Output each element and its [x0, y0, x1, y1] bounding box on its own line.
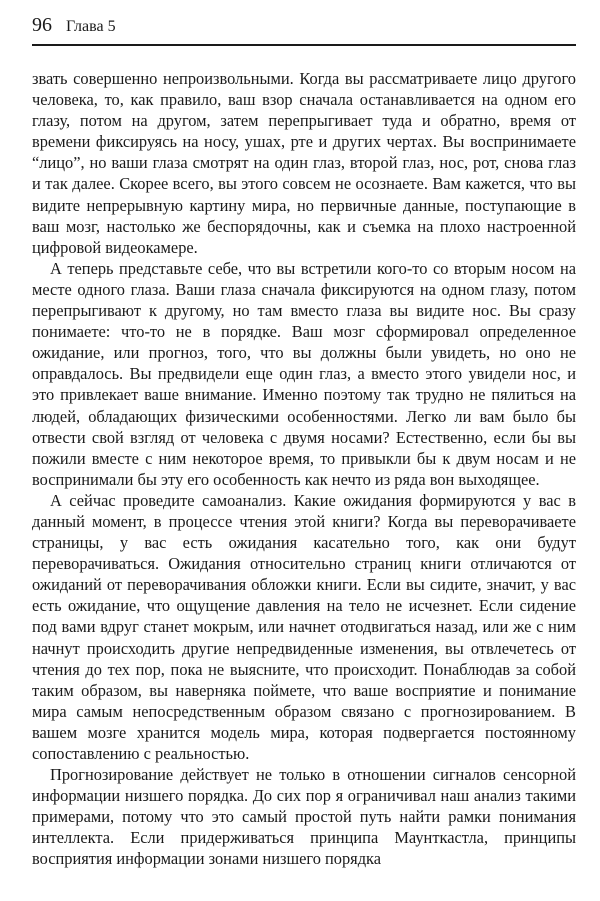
paragraph-2: А теперь представьте себе, что вы встретили кого-то со вторым носом на месте одного глаза. Ваши глаза сначала фиксируются на одном глазу, потом перепрыгивают к другому, но там вместо глаза вы видите нос. Вы сразу понимаете: что-то не в порядке. Ваш мозг сформировал определенное ожидание, или прогноз, того, что вы должны были увидеть, но оно не оправдалось. Вы предвидели еще один глаз, а вместо этого увидели нос, и это привлекает ваше внимание. Именно поэтому так трудно не пялиться на людей, обладающих физическими особенностями. Легко ли вам было бы отвести свой взгляд от человека с двумя носами? Естественно, если бы вы пожили вместе с ним некоторое время, то привыкли бы к двум носам и не воспринимали бы эту его особенность как нечто из ряда вон выходящее. [32, 258, 576, 489]
page-header [32, 14, 576, 46]
paragraph-4: Прогнозирование действует не только в отношении сигналов сенсорной информации низшего порядка. До сих пор я ограничивал наш анализ такими примерами, потому что это самый простой путь найти рамки понимания интеллекта. Если придерживаться принципа Маунткастла, принципы восприятия информации зонами низшего порядка [32, 765, 576, 869]
page-number: 96 [32, 14, 52, 36]
paragraph-3: А сейчас проведите самоанализ. Какие ожидания формируются у вас в данный момент, в процессе чтения этой книги? Когда вы переворачиваете страницы, у вас есть ожидания касательно того, как они будут переворачиваться. Ожидания относительно страниц книги отличаются от ожиданий от переворачивания обложки книги. Если вы сидите, значит, у вас есть ожидание, что ощущение давления на тело не исчезнет. Если сидение под вами вдруг станет мокрым, или начнет отодвигаться назад, или же с ним начнут происходить другие непредвиденные изменения, вы отвлечетесь от чтения до тех пор, пока не выясните, что происходит. Понаблюдав за собой таким образом, вы наверняка поймете, что ваше восприятие и понимание мира самым непосредственным образом связано с прогнозированием. В вашем мозге хранится модель мира, которая подвергается постоянному сопоставлению с реальностью. [32, 490, 576, 763]
body-text [32, 68, 576, 870]
paragraph-1: звать совершенно непроизвольными. Когда вы рассматриваете лицо другого человека, то, как правило, ваш взор сначала останавливается на одном его глазу, потом на другом, затем перепрыгивает туда и обратно, время от времени фиксируясь на носу, ушах, рте и других чертах. Вы воспринимаете “лицо”, но ваши глаза смотрят на один глаз, второй глаз, нос, рот, снова глаз и так далее. Скорее всего, вы этого совсем не осознаете. Вам кажется, что вы видите непрерывную картину мира, но первичные данные, поступающие в ваш мозг, настолько же беспорядочны, как и съемка на плохо настроенной цифровой видеокамере. [32, 69, 576, 257]
chapter-title: Глава 5 [66, 18, 116, 35]
